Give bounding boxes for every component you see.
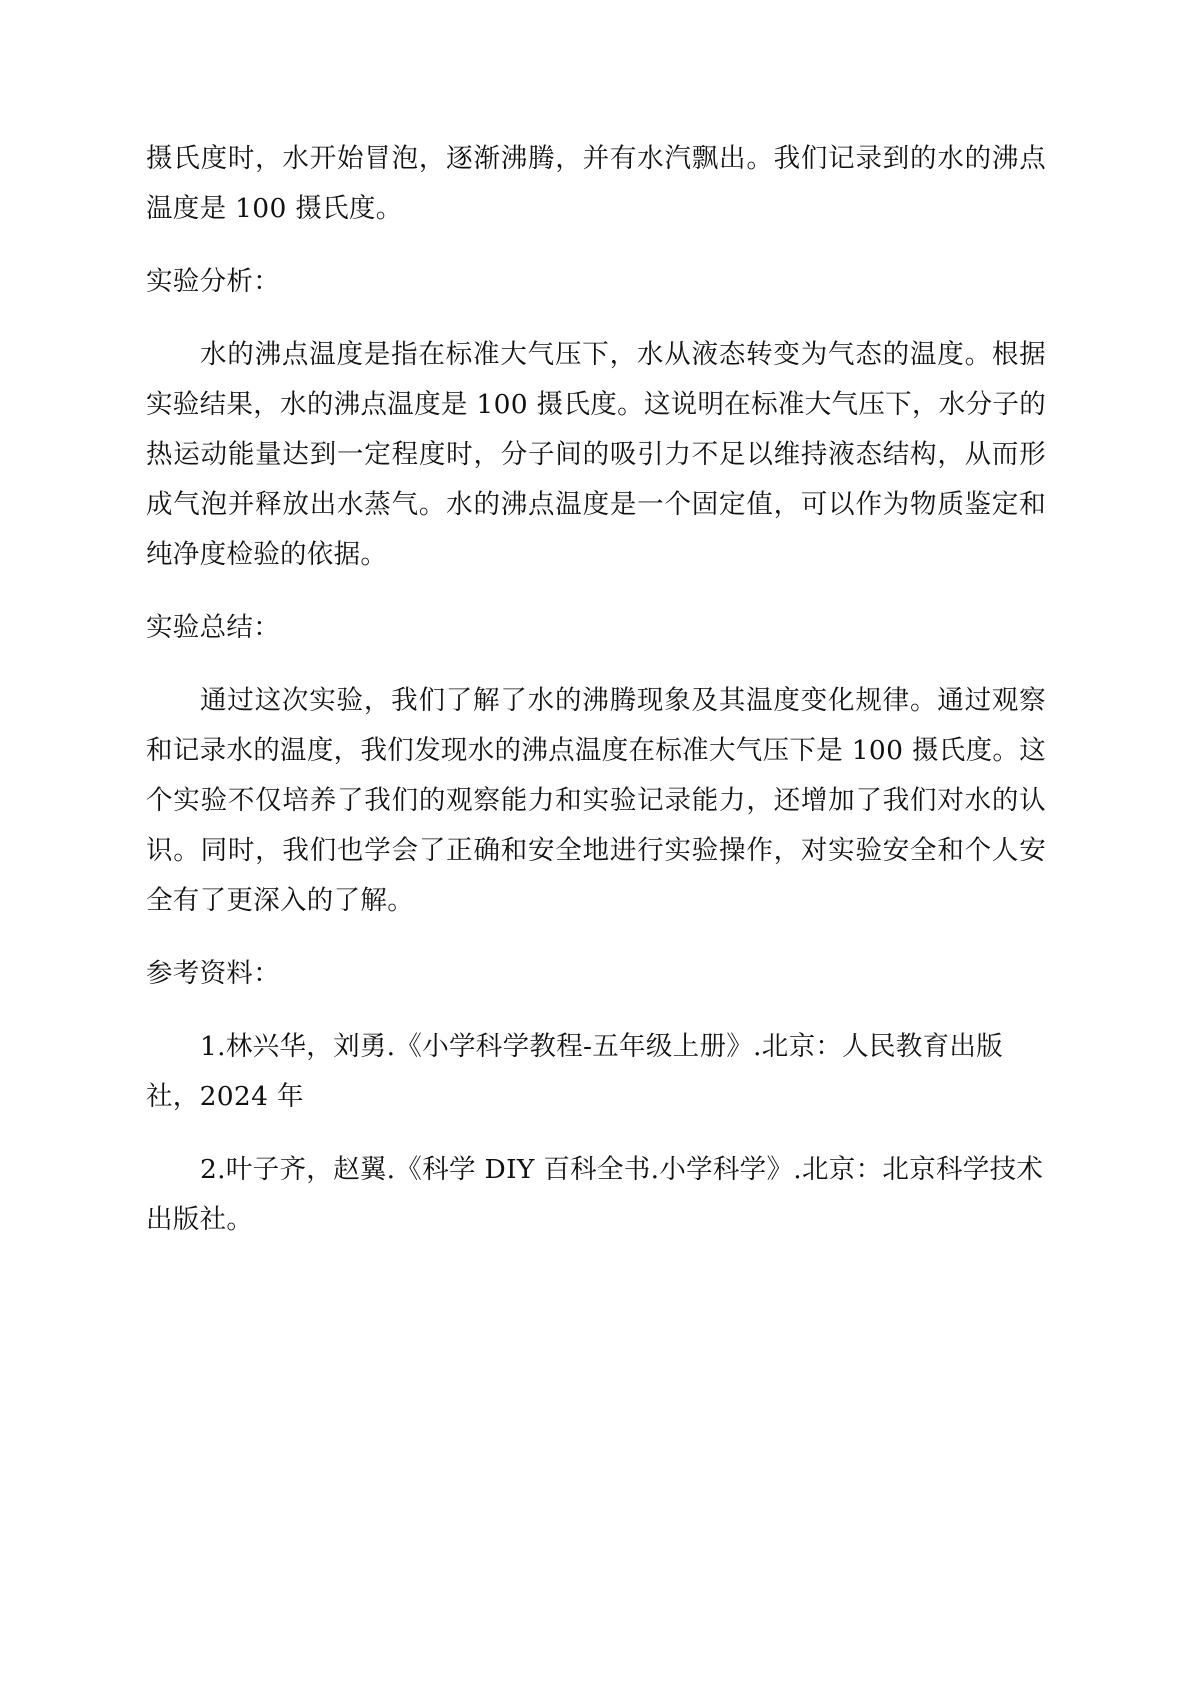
reference-item-2: 2.叶子齐，赵翼.《科学 DIY 百科全书.小学科学》.北京：北京科学技术出版社。	[146, 1154, 1044, 1235]
references-heading: 参考资料：	[146, 958, 280, 989]
summary-paragraph: 通过这次实验，我们了解了水的沸腾现象及其温度变化规律。通过观察和记录水的温度，我们发现水的沸点温度在标准大气压下是 100 摄氏度。这个实验不仅培养了我们的观察能力和实验记录能力，还增加了我们对水的认识。同时，我们也学会了正确和安全地进行实验操作，对实验安全和个人安全有了更深入的了解。	[146, 685, 1046, 916]
reference-item-1: 1.林兴华，刘勇.《小学科学教程-五年级上册》.北京：人民教育出版社，2024 年	[146, 1031, 1003, 1112]
summary-heading: 实验总结：	[146, 612, 280, 643]
results-paragraph-continued: 摄氏度时，水开始冒泡，逐渐沸腾，并有水汽飘出。我们记录到的水的沸点温度是 100 摄氏度。	[146, 143, 1046, 224]
document-body	[146, 134, 1046, 1268]
analysis-heading: 实验分析：	[146, 266, 280, 297]
analysis-paragraph: 水的沸点温度是指在标准大气压下，水从液态转变为气态的温度。根据实验结果，水的沸点温度是 100 摄氏度。这说明在标准大气压下，水分子的热运动能量达到一定程度时，分子间的吸引力不足以维持液态结构，从而形成气泡并释放出水蒸气。水的沸点温度是一个固定值，可以作为物质鉴定和纯净度检验的依据。	[146, 339, 1046, 570]
